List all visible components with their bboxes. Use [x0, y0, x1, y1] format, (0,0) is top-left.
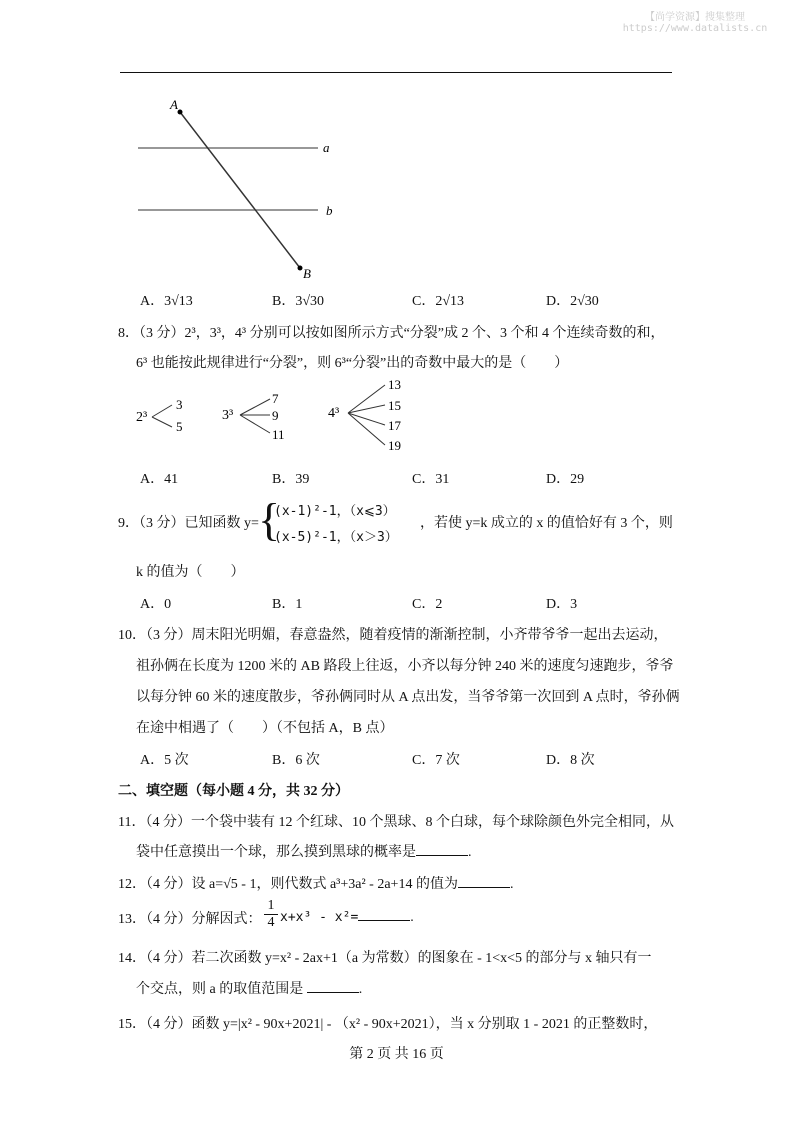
q8-option-b: B．39 [272, 472, 310, 487]
label-A: A [170, 97, 178, 112]
label-B: B [303, 266, 311, 281]
q11-text: 11．（4 分）一个袋中装有 12 个红球、10 个黑球、8 个白球，每个球除颜色外完全相同，从 [118, 815, 674, 830]
q7-option-c: C．2√13 [412, 294, 465, 309]
odd-number: 19 [388, 438, 401, 453]
q13-expr-wrap [280, 908, 414, 926]
q10-option-c: C．7 次 [412, 753, 460, 768]
answer-blank [416, 843, 468, 856]
watermark-url: https://www.datalists.cn [622, 23, 768, 34]
piecewise-brace: { [258, 494, 281, 545]
q15-text: 15．（4 分）函数 y=|x² - 90x+2021| - （x² - 90x+2021），当 x 分别取 1 - 2021 的正整数时， [118, 1017, 658, 1032]
odd-number: 11 [272, 427, 285, 442]
odd-number: 7 [272, 391, 279, 406]
q9-option-c: C．2 [412, 597, 443, 612]
q9-text-suffix: ，若使 y=k 成立的 x 的值恰好有 3 个，则 [420, 516, 673, 531]
q7-option-b: B．3√30 [272, 294, 325, 309]
q10-option-d: D．8 次 [546, 753, 595, 768]
q9-text-2: k 的值为（ ） [136, 565, 245, 580]
q8-option-d: D．29 [546, 472, 585, 487]
section-heading: 二、填空题（每小题 4 分，共 32 分） [118, 784, 349, 799]
q9-case-1: (x-1)²-1，（x⩽3） [274, 504, 396, 519]
q12-text: 12．（4 分）设 a=√5 - 1，则代数式 a³+3a² - 2a+14 的值为 [118, 877, 458, 892]
header-rule [120, 72, 672, 73]
period: . [468, 845, 472, 860]
period: . [509, 877, 514, 892]
q12 [118, 873, 513, 893]
q8-option-c: C．31 [412, 472, 450, 487]
segment-ab [180, 112, 300, 268]
q8-text: 8．（3 分）2³，3³，4³ 分别可以按如图所示方式“分裂”成 2 个、3 个和 4 个连续奇数的和， [118, 326, 665, 341]
q8-diagram [130, 375, 430, 455]
q13-text: 13．（4 分）分解因式： [118, 912, 262, 927]
q9-option-a: A．0 [140, 597, 172, 612]
q10-text: 在途中相遇了（ ）（不包括 A，B 点） [136, 721, 394, 736]
label-a: a [323, 140, 330, 155]
base-2-cubed: 2³ [136, 410, 148, 425]
q7-option-a: A．3√13 [140, 294, 193, 309]
point-b [298, 266, 303, 271]
q9-option-d: D．3 [546, 597, 578, 612]
watermark-line: 【尚学资源】搜集整理 [645, 12, 745, 23]
q10-text: 10．（3 分）周末阳光明媚，春意盎然，随着疫情的渐渐控制，小齐带爷爷一起出去运动， [118, 628, 668, 643]
q8-text-2: 6³ 也能按此规律进行“分裂”，则 6³“分裂”出的奇数中最大的是（ ） [136, 356, 569, 371]
point-a [178, 110, 183, 115]
page-number: 第 2 页 共 16 页 [349, 1047, 444, 1062]
q13-expr: x+x³ - x²= [280, 910, 359, 925]
answer-blank [358, 908, 410, 921]
q13 [118, 908, 262, 928]
q7-option-d: D．2√30 [546, 294, 599, 309]
watermark [600, 8, 790, 34]
base-4-cubed: 4³ [328, 406, 340, 421]
odd-number: 17 [388, 418, 401, 433]
q14-text-span: 个交点，则 a 的取值范围是 [136, 982, 304, 997]
q9-option-b: B．1 [272, 597, 303, 612]
q9-text: 9．（3 分）已知函数 y= [118, 516, 259, 531]
q14-text: 14．（4 分）若二次函数 y=x² - 2ax+1（a 为常数）的图象在 - 1<x<5 的部分与 x 轴只有一 [118, 951, 652, 966]
q11-text-2 [136, 841, 472, 861]
period: . [358, 982, 363, 997]
numerator: 1 [264, 898, 278, 915]
q8-option-a: A．41 [140, 472, 179, 487]
odd-number: 5 [176, 419, 183, 434]
period: . [410, 910, 414, 925]
label-b: b [326, 203, 333, 218]
q10-text: 以每分钟 60 米的速度散步，爷孙俩同时从 A 点出发，当爷爷第一次回到 A 点时，爷孙俩 [136, 690, 680, 705]
odd-number: 13 [388, 377, 401, 392]
answer-blank [458, 875, 510, 888]
odd-number: 9 [272, 408, 279, 423]
q9-case-2: (x-5)²-1，（x＞3） [274, 530, 398, 545]
q7-figure [130, 95, 350, 285]
base-3-cubed: 3³ [222, 408, 234, 423]
answer-blank [307, 980, 359, 993]
q10-text: 祖孙俩在长度为 1200 米的 AB 路段上往返，小齐以每分钟 240 米的速度匀速跑步，爷爷 [136, 659, 674, 674]
q10-option-a: A．5 次 [140, 753, 189, 768]
odd-number: 15 [388, 398, 401, 413]
odd-number: 3 [176, 397, 183, 412]
q11-text-span: 袋中任意摸出一个球，那么摸到黑球的概率是 [136, 845, 416, 860]
denominator: 4 [267, 915, 275, 930]
q10-option-b: B．6 次 [272, 753, 320, 768]
q14-text-2 [136, 978, 362, 998]
fraction [264, 898, 278, 931]
